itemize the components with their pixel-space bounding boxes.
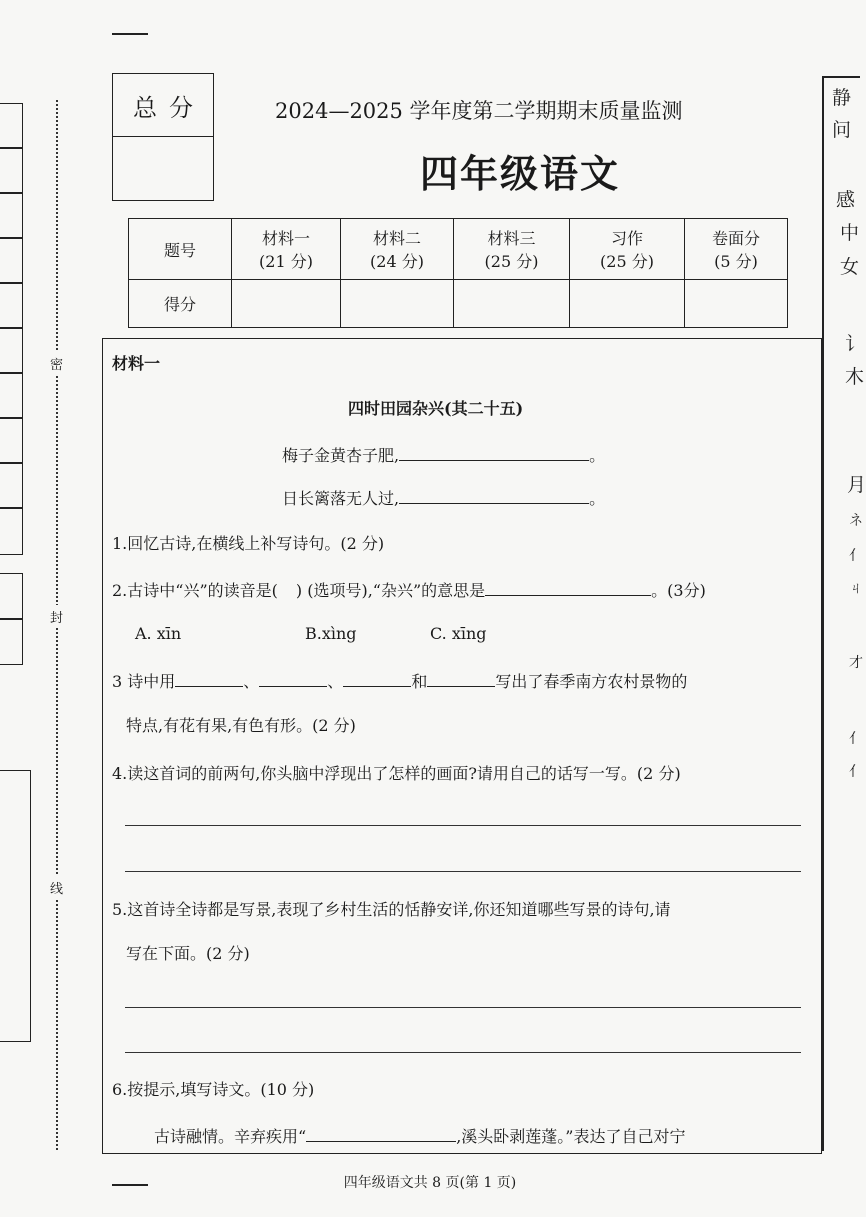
column-header [341,219,454,280]
total-score-box [112,73,214,201]
answer-line[interactable] [125,871,801,872]
binding-divider [0,327,22,329]
answer-blank[interactable] [427,670,495,687]
question-4: 4.读这首词的前两句,你头脑中浮现出了怎样的画面?请用自己的话写一写。(2 分) [112,764,681,783]
right-fragment: 亻 [849,764,863,780]
question-text: 和 [411,672,428,691]
binding-char-xian: 线 [50,876,63,899]
right-page-border [822,76,824,1151]
question-5-cont: 写在下面。(2 分) [126,944,250,963]
exam-title: 2024—2025 学年度第二学期期末质量监测 [275,99,683,123]
score-cell[interactable] [570,280,685,328]
row-label-question: 题号 [129,219,232,280]
question-3-cont: 特点,有花有果,有色有形。(2 分) [126,716,356,735]
question-text: ) (选项号),“杂兴”的意思是 [295,581,486,600]
column-name: 材料一 [261,229,310,248]
section-label: 材料一 [112,354,161,373]
option-c: C. xīng [430,624,487,643]
answer-blank[interactable] [306,1125,456,1142]
poem-title: 四时田园杂兴(其二十五) [348,399,524,418]
question-text: 3 诗中用 [112,672,176,691]
score-cell[interactable] [341,280,454,328]
column-points: (21 分) [259,252,313,271]
column-header [570,219,685,280]
binding-divider [0,618,22,620]
right-page-border-top [822,76,860,78]
answer-line[interactable] [125,825,801,826]
binding-divider [0,462,22,464]
score-cell[interactable] [232,280,341,328]
column-header [232,219,341,280]
binding-box [0,770,31,1042]
poem-text: 梅子金黄杏子肥, [282,446,400,465]
column-name: 材料二 [372,229,421,248]
punctuation: 。 [589,489,606,508]
right-fragment: 月 [847,474,866,496]
right-fragment: ネ [849,513,863,529]
column-header [685,219,788,280]
right-fragment: 讠 [845,333,865,355]
column-name: 习作 [610,229,643,248]
column-points: (25 分) [600,252,654,271]
column-name: 卷面分 [711,229,760,248]
punctuation: 。 [589,446,606,465]
column-points: (25 分) [484,252,539,271]
answer-line[interactable] [125,1052,801,1053]
question-3 [112,669,687,692]
binding-divider [0,417,22,419]
right-fragment: 亻 [849,731,863,747]
right-fragment: 亻 [849,548,863,564]
binding-divider [0,507,22,509]
binding-divider [0,237,22,239]
answer-line[interactable] [125,1007,801,1008]
column-name: 材料三 [487,229,536,248]
score-cell[interactable] [685,280,788,328]
answer-blank[interactable] [399,444,589,461]
column-points: (5 分) [714,252,758,271]
question-6-prompt [154,1124,685,1147]
question-text: 写出了春季南方农村景物的 [495,672,688,691]
row-label-score: 得分 [129,280,232,328]
answer-blank[interactable] [399,487,589,504]
option-b: B.xìng [305,624,357,643]
right-fragment: 静 [832,87,852,109]
page-footer: 四年级语文共 8 页(第 1 页) [343,1175,517,1191]
question-text: 2.古诗中“兴”的读音是( [112,581,278,600]
corner-mark [112,33,148,35]
answer-blank[interactable] [175,670,243,687]
poem-line-1 [282,443,605,466]
total-score-label: 总分 [133,94,205,122]
binding-box [0,103,23,555]
right-fragment: 木 [845,366,865,388]
question-text: ,溪头卧剥莲蓬。”表达了自己对宁 [456,1127,686,1146]
question-5: 5.这首诗全诗都是写景,表现了乡村生活的恬静安详,你还知道哪些写景的诗句,请 [112,900,671,919]
binding-char-feng: 封 [50,605,63,628]
binding-divider [0,147,22,149]
table-row [129,219,788,280]
question-text: 。(3分) [651,581,706,600]
right-fragment: 中 [840,222,860,244]
answer-blank[interactable] [259,670,327,687]
question-6: 6.按提示,填写诗文。(10 分) [112,1080,315,1099]
answer-blank[interactable] [343,670,411,687]
right-fragment: ㄐ [849,581,863,597]
option-a: A. xīn [135,624,182,643]
table-row [129,280,788,328]
answer-blank[interactable] [485,579,651,596]
question-1: 1.回忆古诗,在横线上补写诗句。(2 分) [112,534,385,553]
subject-title: 四年级语文 [420,151,621,196]
binding-char-mi: 密 [50,352,63,375]
column-header [454,219,570,280]
poem-text: 日长篱落无人过, [282,489,400,508]
right-fragment: 问 [832,119,852,141]
binding-divider [0,282,22,284]
binding-divider [0,372,22,374]
right-fragment: 女 [840,256,860,278]
punctuation: 、 [243,672,260,691]
poem-line-2 [282,486,605,509]
right-fragment: 才 [849,655,863,671]
score-cell[interactable] [454,280,570,328]
binding-divider [0,192,22,194]
right-fragment: 感 [836,189,856,211]
total-score-divider [113,136,213,137]
question-2 [112,578,706,601]
column-points: (24 分) [370,252,424,271]
score-table [128,218,788,328]
punctuation: 、 [327,672,344,691]
question-text: 古诗融情。辛弃疾用“ [154,1127,307,1146]
